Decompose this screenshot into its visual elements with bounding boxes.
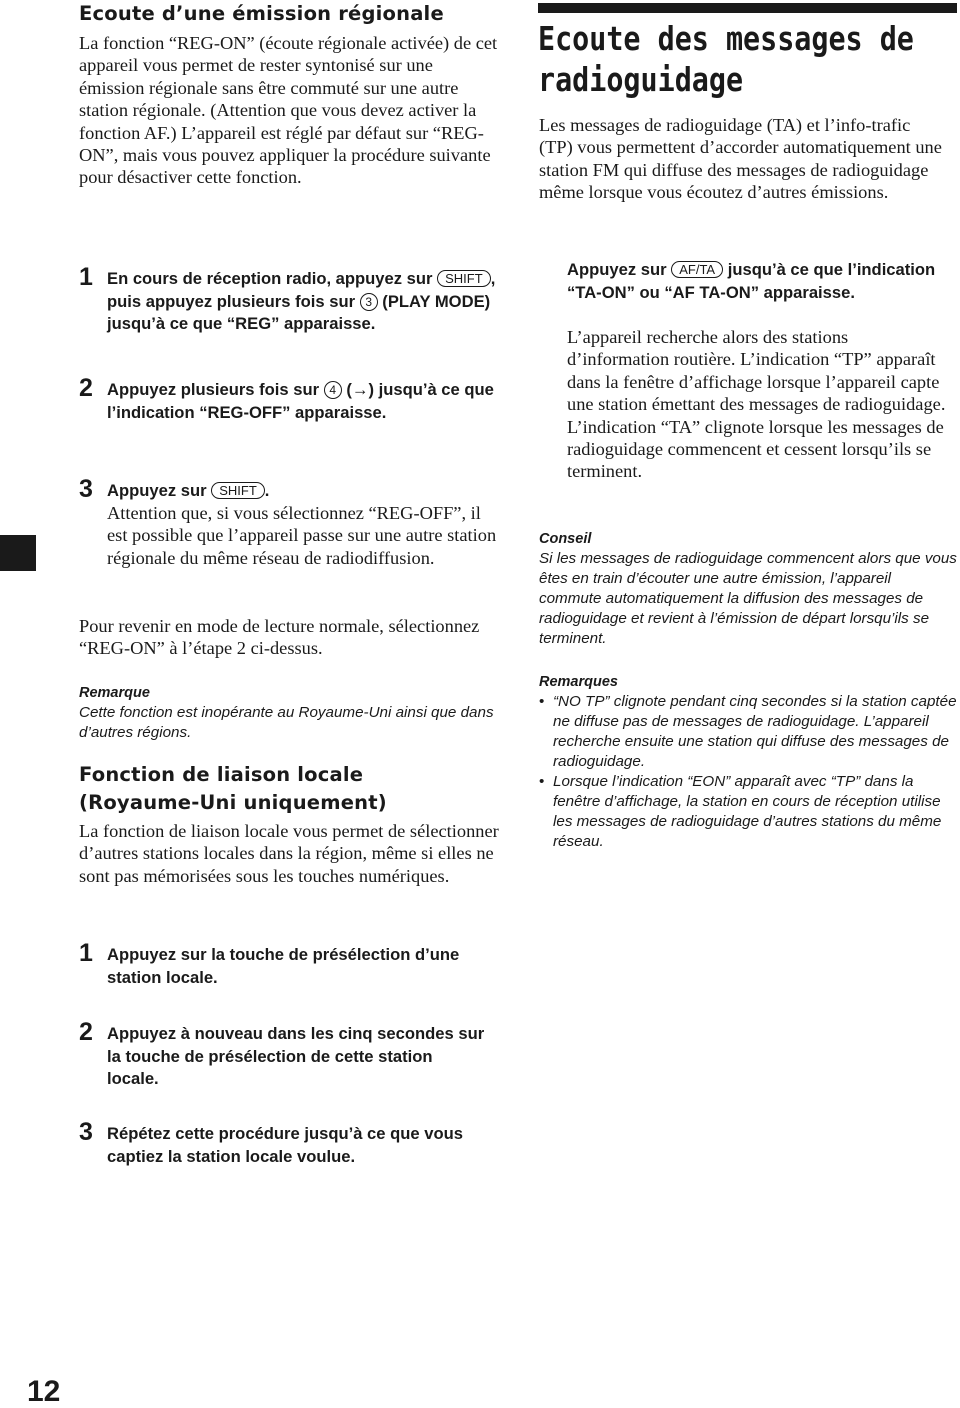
remark-item: • Lorsque l’indication “EON” apparaît avec “TP” dans la fenêtre d’affichage, la station en cours de réception utilise les messages de radioguidage d’autres stations du même réseau.: [539, 772, 959, 852]
traffic-step-detail: L’appareil recherche alors des stations d’information routière. L’indication “TP” apparaît dans la fenêtre d’affichage lorsque l’appareil capte une station émettant des messages de radioguidage. L’indication “TA” clignote lorsque les messages de radioguidage commencent et cessent lorsqu’ils se terminent.: [567, 327, 946, 482]
remarks-list: [539, 692, 959, 852]
local-step-2-number: 2: [79, 1018, 93, 1046]
regional-step-2-number: 2: [79, 374, 93, 402]
regional-step-1-number: 1: [79, 263, 93, 291]
shift-key-label: SHIFT: [437, 270, 491, 287]
local-step-1-number: 1: [79, 939, 93, 967]
regional-reception-heading: Ecoute d’une émission régionale: [79, 2, 444, 25]
regional-return-paragraph: Pour revenir en mode de lecture normale, sélectionnez “REG-ON” à l’étape 2 ci-dessus.: [79, 616, 480, 659]
tip-title: Conseil: [539, 531, 592, 547]
regional-note-title: Remarque: [79, 685, 150, 701]
regional-step-2: Appuyez plusieurs fois sur 4 (→) jusqu’à ce que l’indication “REG-OFF” apparaisse.: [107, 380, 494, 422]
traffic-step: Appuyez sur AF/TA jusqu’à ce que l’indication “TA-ON” ou “AF TA-ON” apparaisse.: [567, 260, 936, 302]
traffic-intro-paragraph: Les messages de radioguidage (TA) et l’info-trafic (TP) vous permettent d’accorder automatiquement une station FM qui diffuse des messages de radioguidage même lorsque vous écoutez d’autres émissions.: [539, 115, 942, 203]
regional-step-3-number: 3: [79, 475, 93, 503]
preset-3-key-label: 3: [360, 293, 378, 311]
regional-note-text: Cette fonction est inopérante au Royaume-Uni ainsi que dans d’autres régions.: [79, 704, 494, 741]
section-tab-marker: [0, 535, 36, 571]
local-link-intro-paragraph: La fonction de liaison locale vous permet de sélectionner d’autres stations locales dans la région, même si elles ne sont pas mémorisées sous les touches numériques.: [79, 821, 499, 886]
shift-key-label: SHIFT: [211, 482, 265, 499]
regional-step-1: En cours de réception radio, appuyez sur SHIFT , puis appuyez plusieurs fois sur 3 (PLAY MODE) jusqu’à ce que “REG” apparaisse.: [107, 269, 496, 334]
local-step-1: Appuyez sur la touche de présélection d’une station locale.: [107, 945, 460, 987]
regional-step-3-detail: Attention que, si vous sélectionnez “REG-OFF”, il est possible que l’appareil passe sur une autre station régionale du même réseau de radiodiffusion.: [107, 503, 497, 568]
remarks-title: Remarques: [539, 674, 618, 690]
tip-text: Si les messages de radioguidage commencent alors que vous êtes en train d’écouter une autre émission, l’appareil commute automatiquement la diffusion des messages de radioguidage et revient à l’émission de départ lorsqu’ils se terminent.: [539, 550, 957, 647]
local-step-3-number: 3: [79, 1118, 93, 1146]
remark-item: • “NO TP” clignote pendant cinq secondes si la station captée ne diffuse pas de messages de radioguidage. L’appareil recherche ensuite une station qui diffuse des messages de radioguidage.: [539, 692, 959, 772]
regional-step-3: Appuyez sur SHIFT .: [107, 481, 270, 500]
local-step-2: Appuyez à nouveau dans les cinq secondes sur la touche de présélection de cette station locale.: [107, 1024, 485, 1089]
af-ta-key-label: AF/TA: [671, 261, 723, 278]
regional-intro-paragraph: La fonction “REG-ON” (écoute régionale activée) de cet appareil vous permet de rester syntonisé sur une émission régionale sans être commuté sur une autre station régionale. (Attention que vous devez activer la fonction AF.) L’appareil est réglé par défaut sur “REG-ON”, mais vous pouvez appliquer la procédure suivante pour désactiver cette fonction.: [79, 33, 498, 188]
local-link-heading: Fonction de liaison locale (Royaume-Uni uniquement): [79, 763, 387, 814]
traffic-announcement-heading: Ecoute des messages de radioguidage: [538, 19, 914, 99]
preset-4-key-label: 4: [324, 381, 342, 399]
local-step-3: Répétez cette procédure jusqu’à ce que vous captiez la station locale voulue.: [107, 1124, 463, 1166]
heading-rule: [538, 3, 957, 13]
page-number: 12: [27, 1375, 61, 1408]
